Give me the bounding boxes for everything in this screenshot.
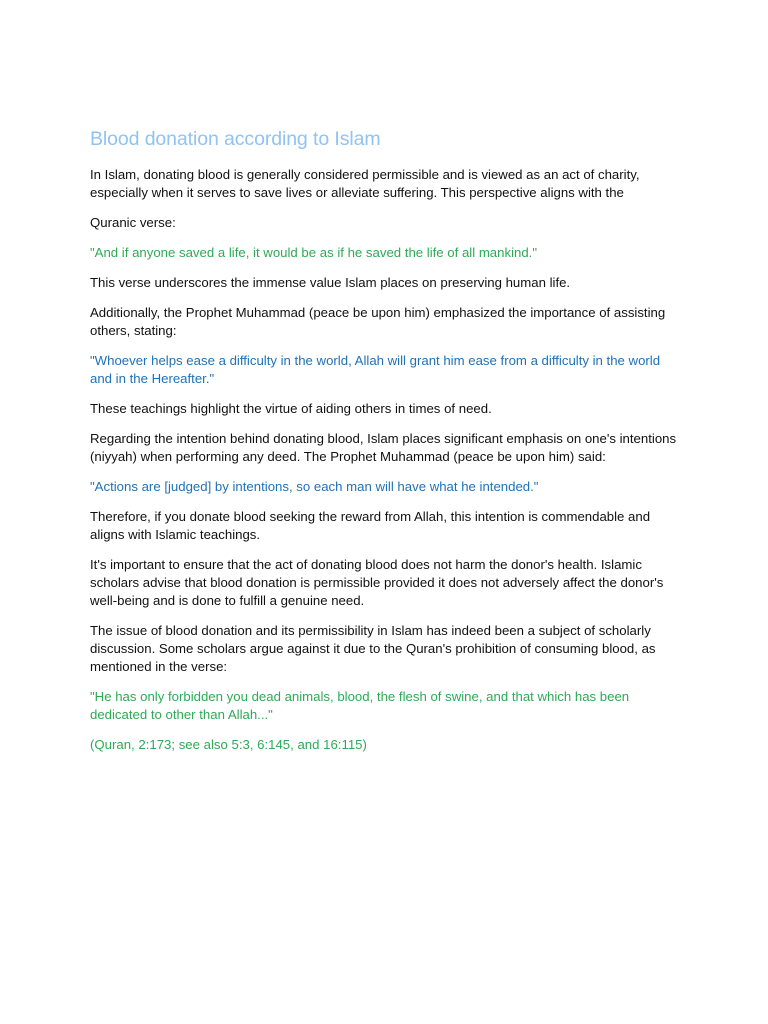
teachings-paragraph: These teachings highlight the virtue of aiding others in times of need. bbox=[90, 401, 492, 416]
hadith-quote-intentions: "Actions are [judged] by intentions, so each man will have what he intended." bbox=[90, 479, 539, 494]
verse-intro-paragraph: Quranic verse: bbox=[90, 215, 176, 230]
quran-quote-forbidden: "He has only forbidden you dead animals, blood, the flesh of swine, and that which has been dedicated to other than Allah..." bbox=[90, 689, 630, 722]
prophet-emphasis-paragraph: Additionally, the Prophet Muhammad (peace be upon him) emphasized the importance of assisting others, stating: bbox=[90, 305, 666, 338]
document-title: Blood donation according to Islam bbox=[90, 128, 381, 150]
hadith-quote-ease-difficulty: "Whoever helps ease a difficulty in the world, Allah will grant him ease from a difficulty in the world and in the Hereafter." bbox=[90, 353, 661, 386]
reward-paragraph: Therefore, if you donate blood seeking the reward from Allah, this intention is commendable and aligns with Islamic teachings. bbox=[90, 509, 651, 542]
quran-quote-saved-life: "And if anyone saved a life, it would be as if he saved the life of all mankind." bbox=[90, 245, 538, 260]
health-paragraph: It's important to ensure that the act of donating blood does not harm the donor's health. Islamic scholars advise that blood donation is permissible provided it does not adversely affect the donor's well-being and is done to fulfill a genuine need. bbox=[90, 557, 664, 608]
verse-explanation-paragraph: This verse underscores the immense value Islam places on preserving human life. bbox=[90, 275, 571, 290]
intro-paragraph: In Islam, donating blood is generally considered permissible and is viewed as an act of charity, especially when it serves to save lives or alleviate suffering. This perspective aligns with the bbox=[90, 167, 640, 200]
intention-paragraph: Regarding the intention behind donating blood, Islam places significant emphasis on one's intentions (niyyah) when performing any deed. The Prophet Muhammad (peace be upon him) said: bbox=[90, 431, 677, 464]
document-page bbox=[90, 126, 680, 754]
scholarly-discussion-paragraph: The issue of blood donation and its permissibility in Islam has indeed been a subject of scholarly discussion. Some scholars argue against it due to the Quran's prohibition of consuming blood, as mentioned in the verse: bbox=[90, 623, 656, 674]
quran-citation: (Quran, 2:173; see also 5:3, 6:145, and 16:115) bbox=[90, 737, 367, 752]
